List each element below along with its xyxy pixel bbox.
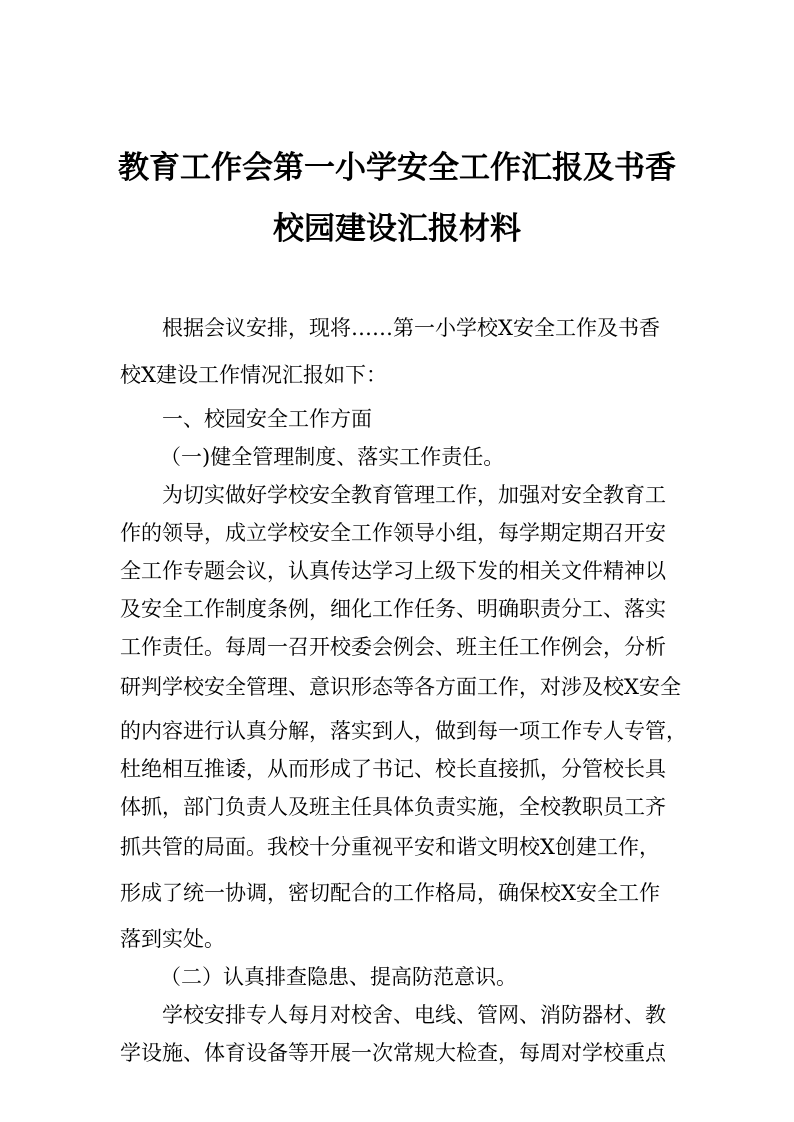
document-title-line-2: 校园建设汇报材料: [273, 211, 521, 247]
paragraph-line: 杜绝相互推诿，从而形成了书记、校长直接抓，分管校长具: [120, 757, 666, 781]
paragraph-line: 根据会议安排，现将……第一小学校X安全工作及书香: [162, 316, 660, 340]
paragraph-line: 及安全工作制度条例，细化工作任务、明确职责分工、落实: [120, 597, 666, 621]
paragraph-line: 学校安排专人每月对校舍、电线、管网、消防器材、教: [162, 1003, 666, 1027]
paragraph-line: 形成了统一协调，密切配合的工作格局，确保校X安全工作: [120, 881, 660, 905]
paragraph-line: 工作责任。每周一召开校委会例会、班主任工作例会，分析: [120, 635, 666, 659]
paragraph-line: 作的领导，成立学校安全工作领导小组，每学期定期召开安: [120, 521, 666, 545]
subsection-heading: （一)健全管理制度、落实工作责任。: [160, 445, 505, 469]
section-heading: 一、校园安全工作方面: [162, 407, 372, 431]
paragraph-line: 学设施、体育设备等开展一次常规大检查，每周对学校重点: [120, 1041, 666, 1065]
paragraph-line: 为切实做好学校安全教育管理工作，加强对安全教育工: [162, 483, 666, 507]
paragraph-line: 全工作专题会议，认真传达学习上级下发的相关文件精神以: [120, 559, 666, 583]
subsection-heading: （二）认真排查隐患、提高防范意识。: [160, 965, 517, 989]
paragraph-line: 体抓，部门负责人及班主任具体负责实施，全校教职员工齐: [120, 795, 666, 819]
paragraph-line: 抓共管的局面。我校十分重视平安和谐文明校X创建工作，: [120, 835, 660, 859]
paragraph-line: 研判学校安全管理、意识形态等各方面工作，对涉及校X安全: [120, 675, 681, 699]
paragraph-line: 校X建设工作情况汇报如下：: [120, 363, 387, 387]
paragraph-line: 的内容进行认真分解，落实到人，做到每一项工作专人专管，: [120, 719, 687, 743]
document-title-line-1: 教育工作会第一小学安全工作汇报及书香: [118, 150, 676, 186]
paragraph-line: 落到实处。: [120, 927, 225, 951]
